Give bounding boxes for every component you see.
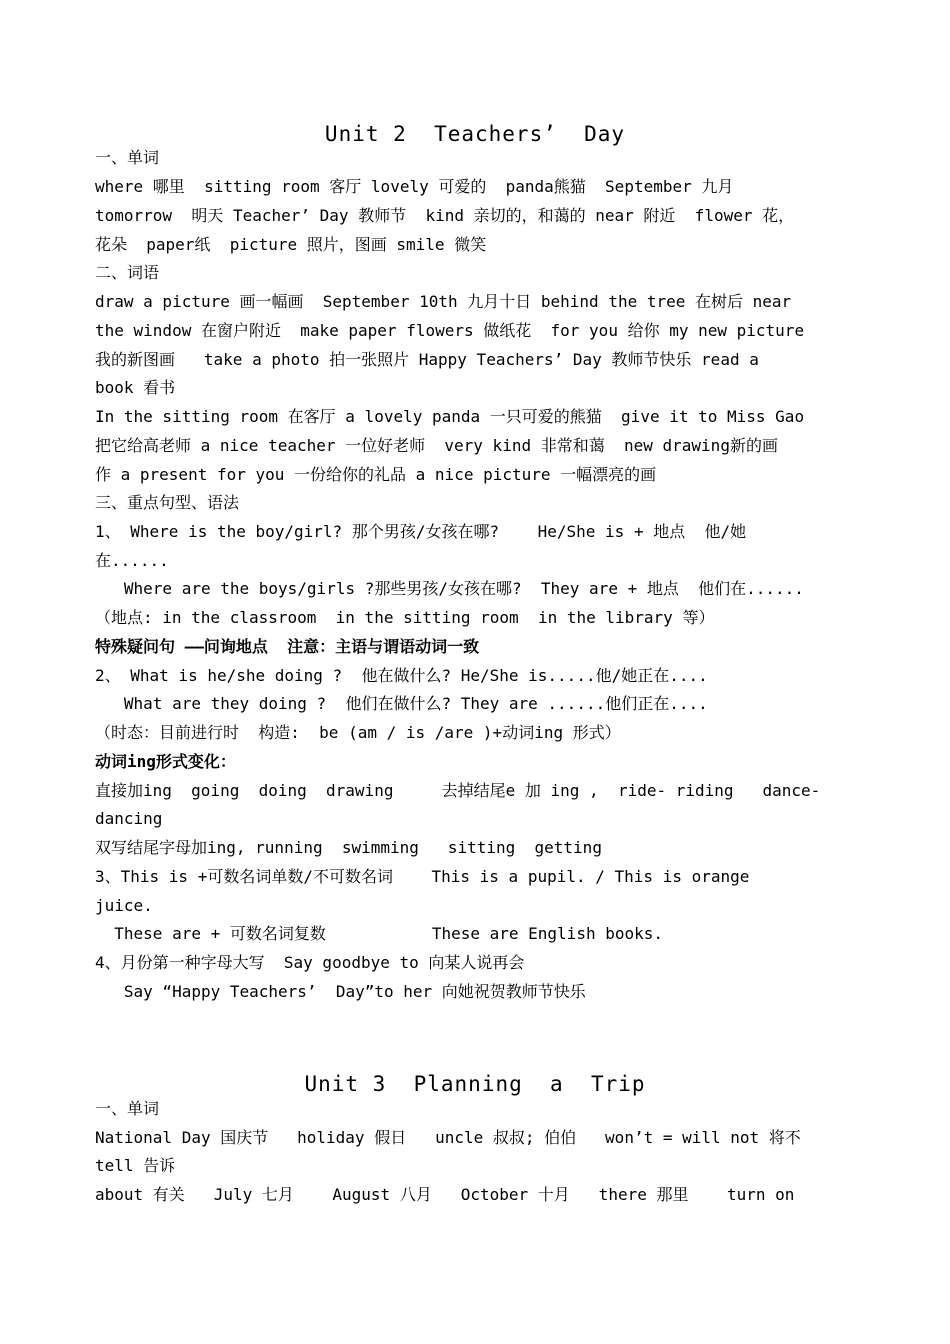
- text-line: about 有关 July 七月 August 八月 October 十月 there 那里 turn on: [95, 1185, 795, 1204]
- section-heading: 三、重点句型、语法: [95, 493, 240, 512]
- section-heading: 一、单词: [95, 148, 160, 167]
- text-line: juice.: [95, 896, 153, 915]
- bold-note: 特殊疑问句 ——问询地点 注意：主语与谓语动词一致: [95, 637, 480, 656]
- text-line: dancing: [95, 809, 163, 828]
- text-line: book 看书: [95, 378, 176, 397]
- text-line: 把它给高老师 a nice teacher 一位好老师 very kind 非常和蔼 new drawing新的画: [95, 436, 778, 455]
- text-line: Say “Happy Teachers’ Day”to her 向她祝贺教师节快乐: [95, 982, 586, 1001]
- text-line: What are they doing ? 他们在做什么? They are ......他们正在....: [95, 694, 708, 713]
- text-line: 4、月份第一种字母大写 Say goodbye to 向某人说再会: [95, 953, 525, 972]
- text-line: 3、This is +可数名词单数/不可数名词 This is a pupil. / This is orange: [95, 867, 750, 886]
- text-line: 双写结尾字母加ing, running swimming sitting getting: [95, 838, 602, 857]
- text-line: tomorrow 明天 Teacher’ Day 教师节 kind 亲切的，和蔼的 near 附近 flower 花，: [95, 206, 795, 225]
- text-line: 我的新图画 take a photo 拍一张照片 Happy Teachers’ Day 教师节快乐 read a: [95, 350, 759, 369]
- text-line: tell 告诉: [95, 1156, 176, 1175]
- text-line: 在......: [95, 551, 169, 570]
- text-line: 1、 Where is the boy/girl? 那个男孩/女孩在哪? He/She is + 地点 他/她: [95, 522, 747, 541]
- text-line: where 哪里 sitting room 客厅 lovely 可爱的 panda熊猫 September 九月: [95, 177, 734, 196]
- text-line: draw a picture 画一幅画 September 10th 九月十日 behind the tree 在树后 near: [95, 292, 792, 311]
- text-line: National Day 国庆节 holiday 假日 uncle 叔叔; 伯伯 won’t = will not 将不: [95, 1128, 801, 1147]
- text-line: 2、 What is he/she doing ? 他在做什么? He/She is.....他/她正在....: [95, 666, 708, 685]
- section-heading: 二、词语: [95, 263, 160, 282]
- bold-note: 动词ing形式变化：: [95, 752, 236, 771]
- text-line: 花朵 paper纸 picture 照片，图画 smile 微笑: [95, 235, 487, 254]
- text-line: In the sitting room 在客厅 a lovely panda 一只可爱的熊猫 give it to Miss Gao: [95, 407, 805, 426]
- text-line: （地点: in the classroom in the sitting room in the library 等）: [95, 608, 715, 627]
- text-line: 直接加ing going doing drawing 去掉结尾e 加 ing , ride- riding dance-: [95, 781, 821, 800]
- unit2-title: Unit 2 Teachers’ Day: [324, 122, 626, 146]
- text-line: （时态：目前进行时 构造: be (am / is /are )+动词ing 形式）: [95, 723, 621, 742]
- text-line: Where are the boys/girls ?那些男孩/女孩在哪? They are + 地点 他们在......: [95, 579, 804, 598]
- text-line: These are + 可数名词复数 These are English books.: [95, 924, 664, 943]
- unit3-title: Unit 3 Planning a Trip: [304, 1072, 646, 1096]
- text-line: 作 a present for you 一份给你的礼品 a nice picture 一幅漂亮的画: [95, 465, 657, 484]
- section-heading: 一、单词: [95, 1099, 160, 1118]
- text-line: the window 在窗户附近 make paper flowers 做纸花 for you 给你 my new picture: [95, 321, 805, 340]
